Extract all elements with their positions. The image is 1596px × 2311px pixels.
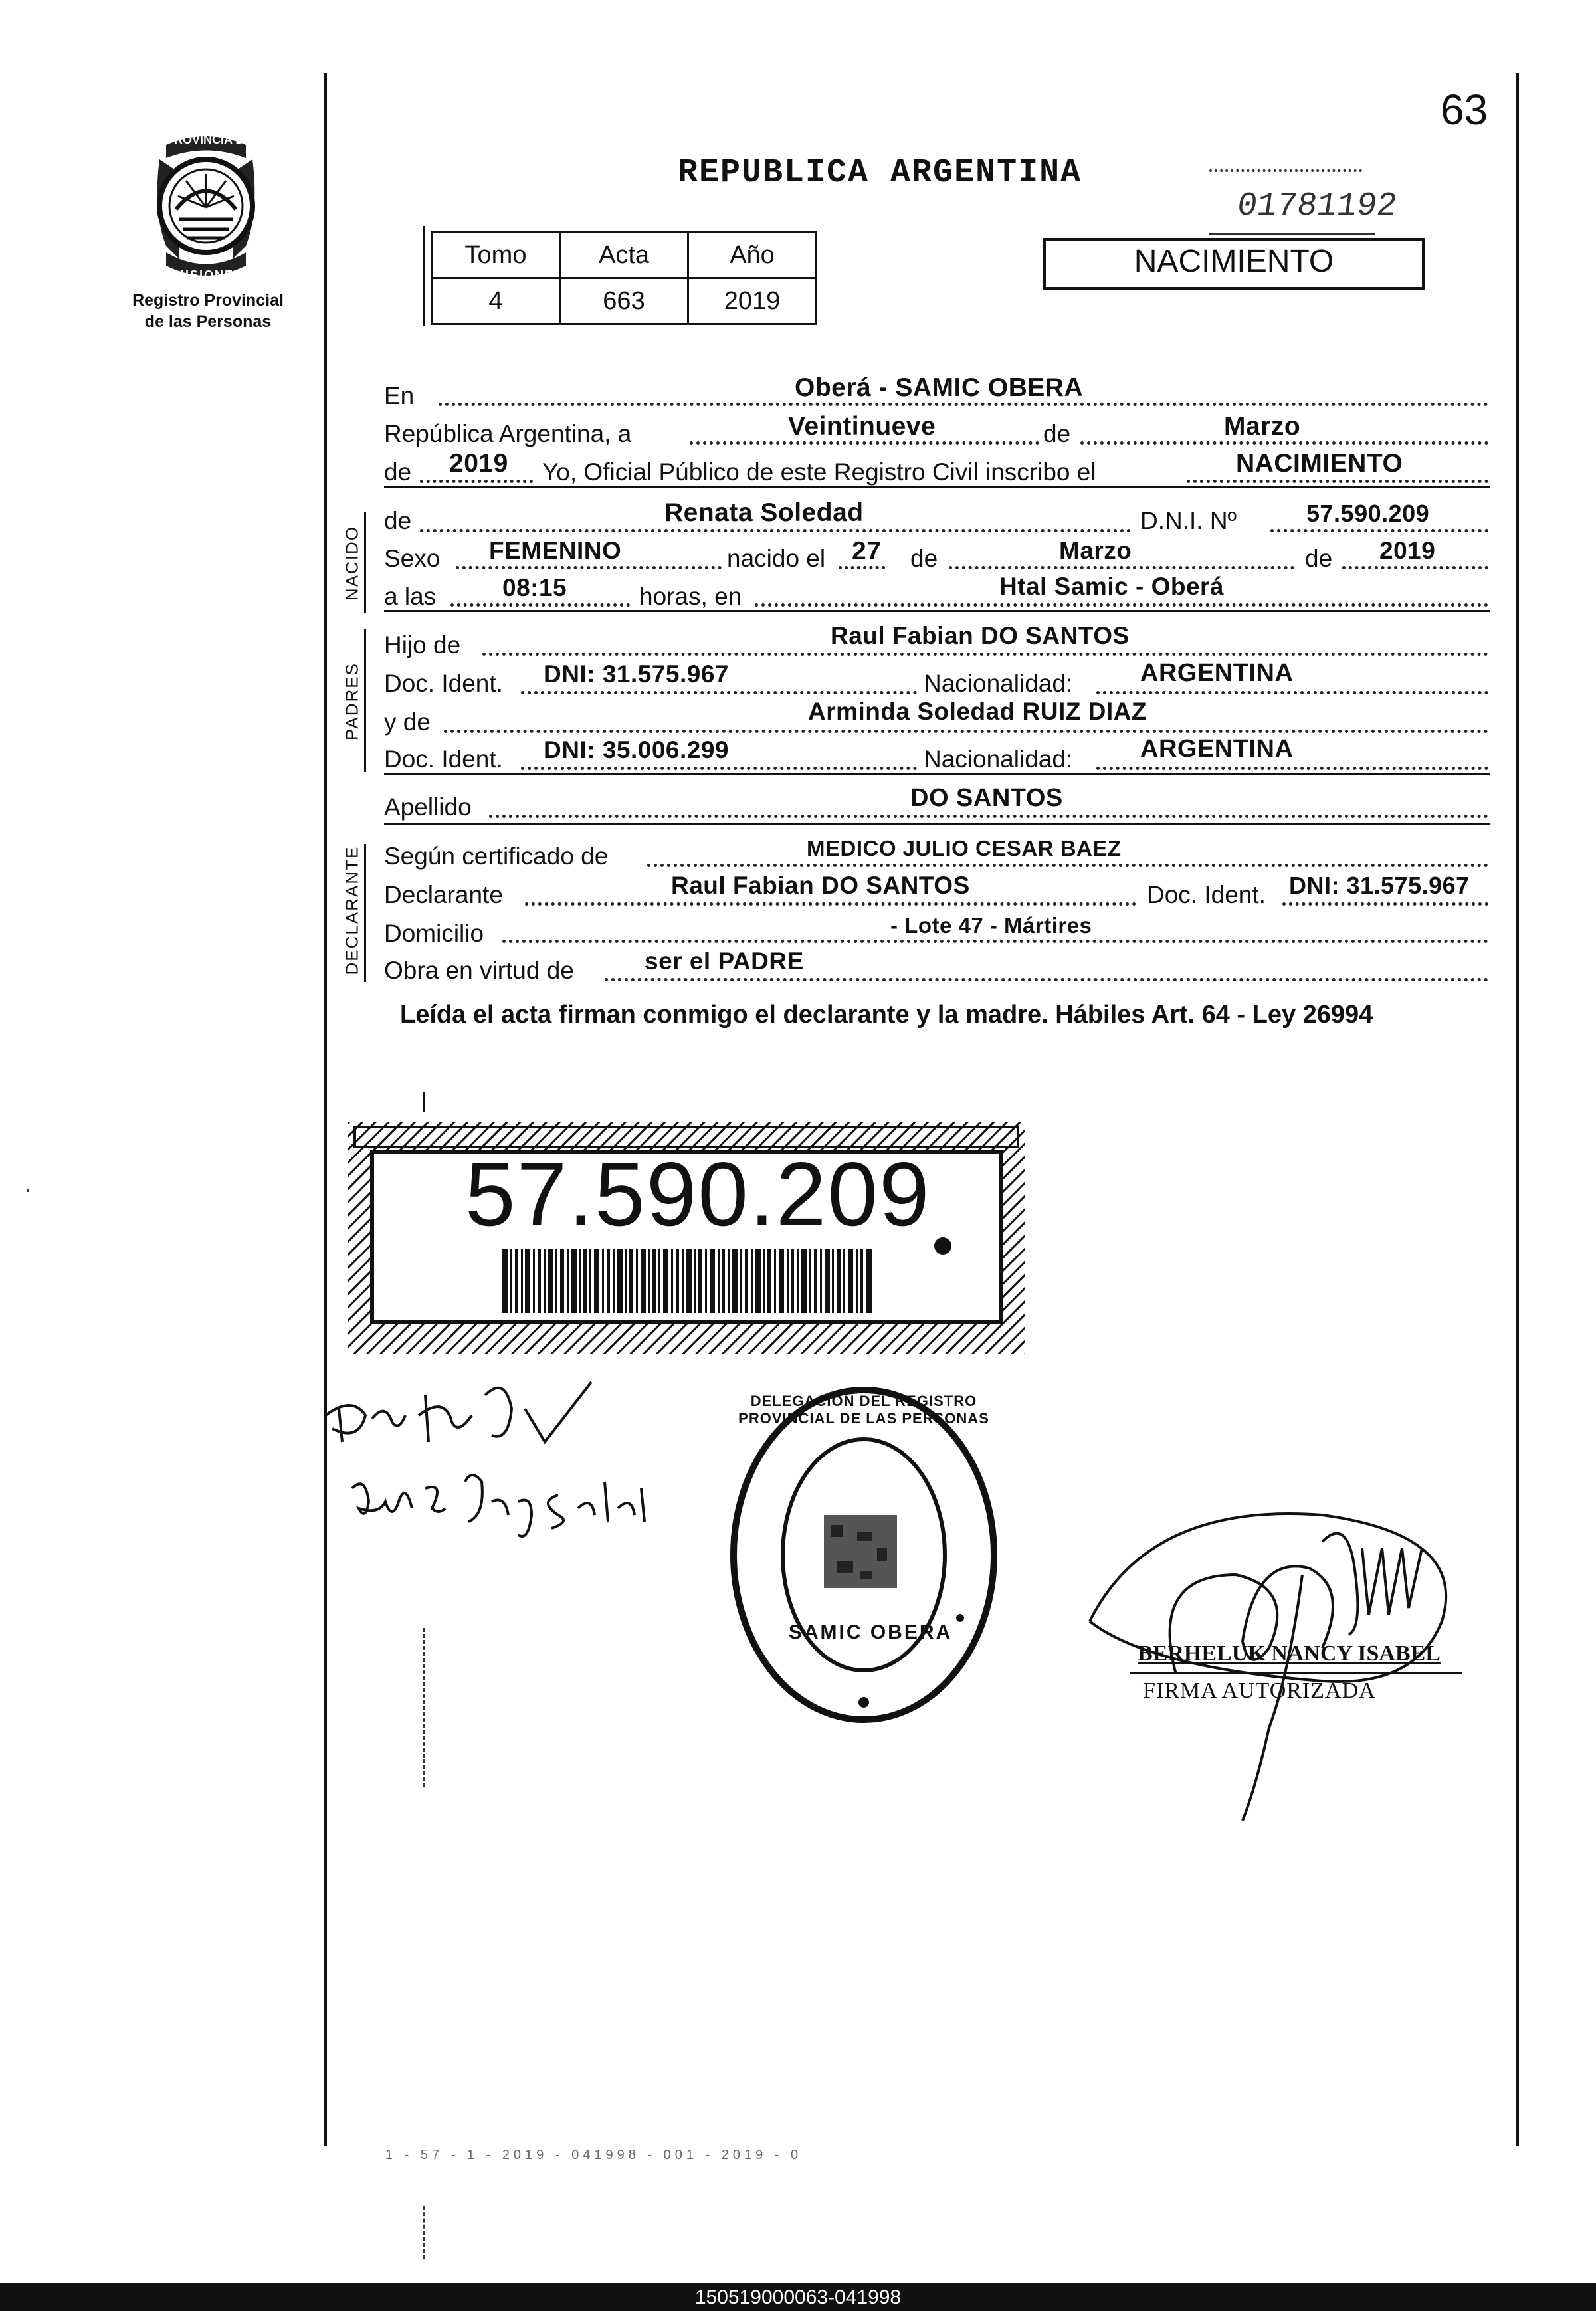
hijo-de-label: Hijo de bbox=[384, 631, 461, 658]
dni-label: D.N.I. Nº bbox=[1140, 507, 1237, 534]
signature-mother-text bbox=[352, 1548, 357, 1549]
dots bbox=[647, 864, 1488, 867]
dots bbox=[949, 566, 1294, 569]
country-title: REPUBLICA ARGENTINA bbox=[678, 154, 1082, 192]
serial-number: 01781192 bbox=[1234, 187, 1400, 225]
en-value: Oberá - SAMIC OBERA bbox=[795, 373, 1084, 402]
authority-name: BERHELUK NANCY ISABEL bbox=[1138, 1641, 1441, 1666]
dots bbox=[1096, 691, 1488, 694]
table-value-tomo: 4 bbox=[432, 278, 560, 324]
left-mark bbox=[27, 1189, 29, 1192]
dots bbox=[489, 815, 1488, 818]
table-header-ano: Año bbox=[688, 233, 817, 278]
en-label: En bbox=[384, 382, 415, 409]
cert-label: Según certificado de bbox=[384, 843, 609, 870]
logo-caption-line2: de las Personas bbox=[144, 312, 272, 331]
mother-nationality: ARGENTINA bbox=[1140, 735, 1294, 763]
nacido-el-label: nacido el bbox=[727, 545, 826, 572]
dots bbox=[456, 566, 722, 569]
dots bbox=[525, 902, 1136, 906]
father-doc-label: Doc. Ident. bbox=[384, 670, 503, 697]
obra-value: ser el PADRE bbox=[645, 948, 804, 975]
authority-title: FIRMA AUTORIZADA bbox=[1143, 1678, 1376, 1703]
table-header-tomo: Tomo bbox=[432, 233, 560, 278]
serial-underline bbox=[1209, 233, 1375, 235]
mother-doc-label: Doc. Ident. bbox=[384, 746, 503, 773]
padres-label: PADRES bbox=[342, 662, 362, 740]
margin-tick bbox=[423, 1092, 425, 1112]
declarante-name-label: Declarante bbox=[384, 881, 503, 908]
dots bbox=[1342, 566, 1488, 569]
sexo-value: FEMENINO bbox=[489, 537, 622, 564]
dots bbox=[521, 691, 917, 694]
dots bbox=[420, 529, 1131, 532]
a-las-label: a las bbox=[384, 583, 437, 610]
horas-label: horas, en bbox=[639, 583, 742, 610]
dots bbox=[605, 978, 1488, 981]
birth-year: 2019 bbox=[1379, 537, 1436, 564]
birth-place: Htal Samic - Oberá bbox=[999, 573, 1225, 600]
table-header-acta: Acta bbox=[560, 233, 688, 278]
seal-text-top: PROVINCIA DE bbox=[166, 133, 252, 146]
mother-name: Arminda Soledad RUIZ DIAZ bbox=[808, 698, 1147, 725]
yo-text: Yo, Oficial Público de este Registro Civil inscribo el bbox=[542, 458, 1096, 486]
stamp-inner-text: SAMIC OBERA bbox=[788, 1621, 953, 1643]
dots bbox=[1187, 480, 1488, 483]
de-label-2: de bbox=[384, 458, 412, 486]
page-number: 63 bbox=[1441, 86, 1488, 134]
de-label-3: de bbox=[910, 545, 938, 572]
dots bbox=[1080, 441, 1488, 445]
footer-code: 150519000063-041998 bbox=[694, 2286, 902, 2308]
y-de-label: y de bbox=[384, 708, 431, 736]
father-name: Raul Fabian DO SANTOS bbox=[831, 622, 1130, 649]
dots bbox=[1282, 902, 1488, 906]
birth-day: 27 bbox=[852, 537, 882, 565]
dots bbox=[839, 566, 885, 569]
signature-mother bbox=[339, 1462, 658, 1548]
faint-footer-text: 1 - 57 - 1 - 2019 - 041998 - 001 - 2019 - 0 bbox=[385, 2148, 803, 2162]
inscribe-value: NACIMIENTO bbox=[1236, 449, 1403, 478]
stamp-ring-text: DELEGACION DEL REGISTRO PROVINCIAL DE LAS PERSONAS bbox=[738, 1393, 989, 1427]
dots bbox=[755, 603, 1488, 607]
dots bbox=[450, 603, 630, 607]
republica-label: República Argentina, a bbox=[384, 420, 632, 447]
dots bbox=[690, 441, 1039, 445]
dots bbox=[439, 403, 1488, 406]
id-number: 57.590.209 bbox=[465, 1144, 931, 1245]
dots bbox=[482, 653, 1488, 656]
section-divider bbox=[384, 486, 1490, 488]
dashed-tick bbox=[423, 2206, 425, 2259]
section-divider bbox=[384, 823, 1490, 825]
obra-label: Obra en virtud de bbox=[384, 957, 574, 984]
barcode bbox=[502, 1249, 874, 1313]
left-margin-line bbox=[324, 73, 327, 2146]
day-word: Veintinueve bbox=[788, 412, 936, 441]
child-name: Renata Soledad bbox=[664, 498, 864, 527]
nacido-label: NACIDO bbox=[342, 525, 362, 601]
father-nationality-label: Nacionalidad: bbox=[924, 670, 1073, 697]
dots bbox=[1096, 767, 1488, 770]
dots bbox=[420, 480, 533, 483]
child-dni: 57.590.209 bbox=[1306, 500, 1430, 527]
authority-underline bbox=[1130, 1672, 1462, 1674]
declarante-bar bbox=[364, 844, 366, 982]
dots bbox=[502, 940, 1488, 943]
table-left-tick bbox=[423, 226, 425, 326]
sexo-label: Sexo bbox=[384, 545, 441, 572]
section-divider bbox=[384, 610, 1490, 612]
closing-text: Leída el acta firman conmigo el declarante y la madre. Hábiles Art. 64 - Ley 26994 bbox=[400, 1001, 1373, 1029]
year-value: 2019 bbox=[449, 449, 508, 478]
apellido-label: Apellido bbox=[384, 793, 472, 821]
declarante-label: DECLARANTE bbox=[342, 845, 362, 975]
nacido-de-label: de bbox=[384, 507, 412, 534]
dots bbox=[444, 730, 1488, 733]
declarante-doc: DNI: 31.575.967 bbox=[1289, 872, 1470, 899]
cert-value: MEDICO JULIO CESAR BAEZ bbox=[807, 836, 1122, 860]
de-label: de bbox=[1043, 420, 1071, 447]
logo-caption-line1: Registro Provincial bbox=[132, 291, 284, 310]
table-value-ano: 2019 bbox=[688, 278, 817, 324]
mother-doc: DNI: 35.006.299 bbox=[544, 736, 730, 763]
right-margin-line bbox=[1516, 73, 1519, 2146]
signature-father-text bbox=[352, 1455, 355, 1456]
record-type: NACIMIENTO bbox=[1134, 244, 1334, 279]
seal-text-bottom: MISIONES bbox=[174, 268, 244, 282]
father-nationality: ARGENTINA bbox=[1140, 659, 1294, 687]
section-divider bbox=[384, 773, 1490, 775]
declarante-doc-label: Doc. Ident. bbox=[1147, 881, 1266, 908]
record-table bbox=[431, 231, 817, 325]
padres-bar bbox=[364, 629, 366, 772]
mother-nationality-label: Nacionalidad: bbox=[924, 746, 1073, 773]
province-seal-logo bbox=[140, 133, 272, 286]
de-label-4: de bbox=[1305, 545, 1333, 572]
apellido-value: DO SANTOS bbox=[910, 784, 1063, 812]
id-dot bbox=[934, 1237, 951, 1255]
domicilio-label: Domicilio bbox=[384, 920, 484, 947]
birth-time: 08:15 bbox=[502, 574, 567, 601]
signature-father bbox=[312, 1369, 658, 1455]
declarante-name: Raul Fabian DO SANTOS bbox=[671, 872, 970, 899]
nacido-bar bbox=[364, 512, 366, 613]
dots bbox=[1270, 529, 1488, 532]
dashed-tick bbox=[423, 1628, 425, 1787]
birth-month: Marzo bbox=[1059, 537, 1132, 564]
domicilio-value: - Lote 47 - Mártires bbox=[890, 913, 1092, 938]
official-stamp bbox=[724, 1382, 1003, 1728]
month-value: Marzo bbox=[1224, 412, 1301, 441]
dots bbox=[521, 767, 917, 770]
father-doc: DNI: 31.575.967 bbox=[544, 660, 730, 688]
serial-stroke bbox=[1209, 169, 1362, 175]
table-value-acta: 663 bbox=[560, 278, 688, 324]
